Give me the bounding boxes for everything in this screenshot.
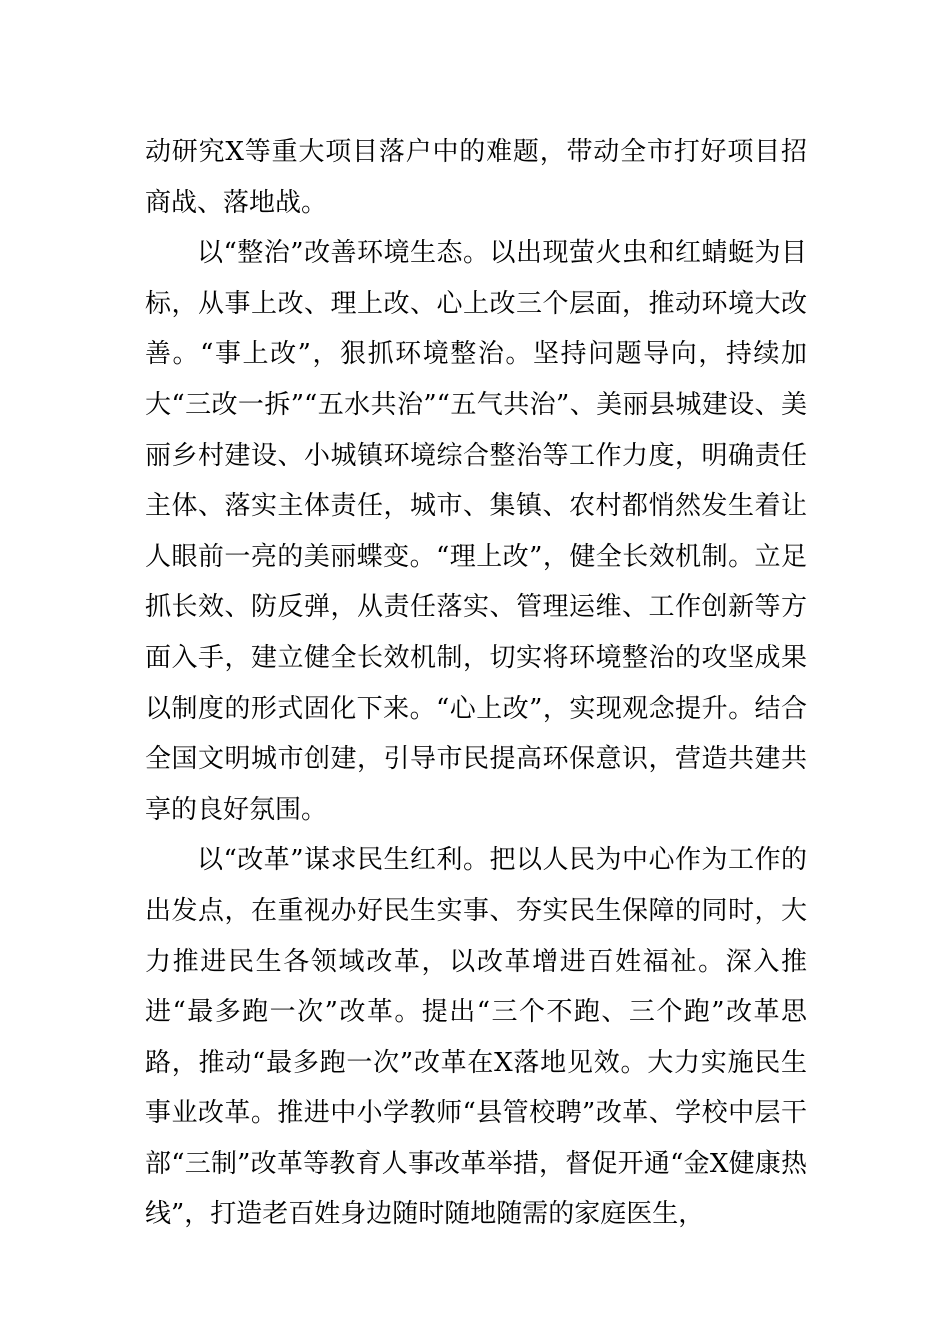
paragraph-environment-governance: 以“整治”改善环境生态。以出现萤火虫和红蜻蜓为目标，从事上改、理上改、心上改三个层面，推动环境大改善。“事上改”，狠抓环境整治。坚持问题导向，持续加大“三改一拆”“五水共治”“五气共治”、美丽县城建设、美丽乡村建设、小城镇环境综合整治等工作力度，明确责任主体、落实主体责任，城市、集镇、农村都悄然发生着让人眼前一亮的美丽蝶变。“理上改”，健全长效机制。立足抓长效、防反弹，从责任落实、管理运维、工作创新等方面入手，建立健全长效机制，切实将环境整治的攻坚成果以制度的形式固化下来。“心上改”，实现观念提升。结合全国文明城市创建，引导市民提高环保意识，营造共建共享的良好氛围。 (145, 238, 807, 825)
paragraph-reform-livelihood: 以“改革”谋求民生红利。把以人民为中心作为工作的出发点，在重视办好民生实事、夯实民生保障的同时，大力推进民生各领域改革，以改革增进百姓福祉。深入推进“最多跑一次”改革。提出“三个不跑、三个跑”改革思路，推动“最多跑一次”改革在X落地见效。大力实施民生事业改革。推进中小学教师“县管校聘”改革、学校中层干部“三制”改革等教育人事改革举措，督促开通“金X健康热线”，打造老百姓身边随时随地随需的家庭医生， (145, 845, 807, 1230)
paragraph-continuation: 动研究X等重大项目落户中的难题，带动全市打好项目招商战、落地战。 (145, 137, 807, 218)
document-page (145, 127, 807, 1240)
